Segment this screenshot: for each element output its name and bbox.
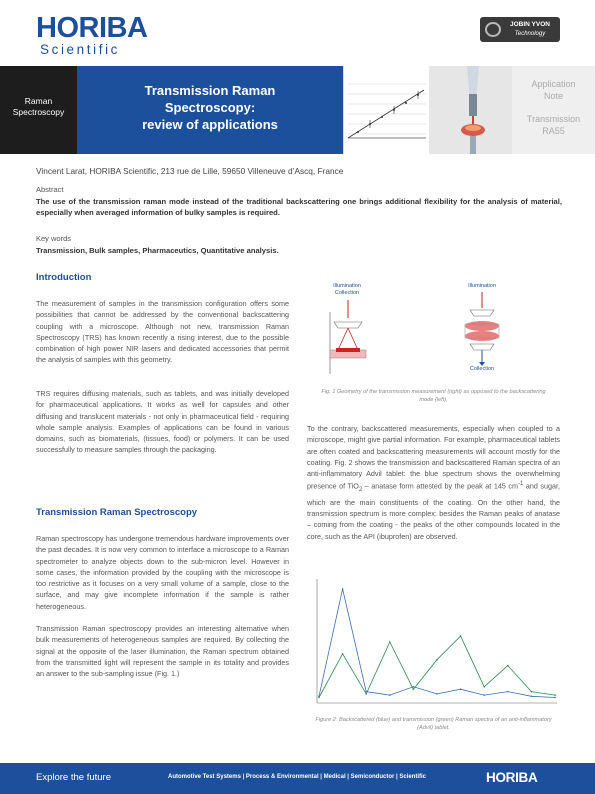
figure-2-caption-line1: Figure 2: Backscattered (blue) and transmission (green) Raman spectra of an anti-inflammatory <box>315 717 552 723</box>
spectrum-line-2 <box>319 636 555 697</box>
horiba-logo <box>36 14 147 57</box>
keywords-text: Transmission, Bulk samples, Pharmaceutics, Quantitative analysis. <box>36 246 279 255</box>
introduction-heading: Introduction <box>36 272 92 283</box>
spectrum-point <box>342 588 344 590</box>
jobin-yvon-line1: JOBIN YVON <box>510 21 550 28</box>
spectrum-point <box>436 693 438 695</box>
note-line2: Note <box>543 91 563 101</box>
spectrum-point <box>389 641 391 643</box>
note-line4: RA55 <box>542 126 565 136</box>
category-line2: Spectroscopy <box>12 107 65 117</box>
introduction-paragraph-1: The measurement of samples in the transmission configuration offers some possibilities that cannot be addressed by the conventional backscattering coupling with a microscope. Although not new, transmission Raman Spectroscopy (TRS) has known recently a rising interest, due to the possible combination of high power NIR lasers and dedicated accessories that permit the analysis of samples with this geometry. <box>36 299 289 365</box>
tio2-subscript: 2 <box>358 487 363 494</box>
trs-heading: Transmission Raman Spectroscopy <box>36 507 198 518</box>
fig1-right-label-top: Illumination <box>468 283 496 289</box>
spectrum-point <box>554 694 556 696</box>
footer-division-links: Automotive Test Systems | Process & Environmental | Medical | Semiconductor | Scientific <box>168 774 427 780</box>
header-band <box>0 66 595 154</box>
logo-main-text: HORIBA <box>36 12 148 44</box>
figure-1-caption <box>307 388 560 404</box>
wavenumber-superscript: -1 <box>517 481 524 488</box>
spectrum-point <box>554 697 556 699</box>
figure-1-caption-line2: mode (left). <box>419 397 448 403</box>
right-paragraph-1-part-b: – anatase form attested by the peak at 145 cm <box>362 481 518 491</box>
jobin-yvon-line2: Technology <box>514 31 546 37</box>
spectrum-point <box>342 653 344 655</box>
title-line3: review of applications <box>142 117 278 132</box>
abstract-label: Abstract <box>36 185 64 194</box>
spectrum-point <box>436 659 438 661</box>
raman-spectra-plot <box>311 575 561 711</box>
spectrum-point <box>365 693 367 695</box>
figure-2-caption <box>307 716 560 732</box>
page-title <box>77 82 343 133</box>
title-panel <box>77 66 343 154</box>
note-line3: Transmission <box>526 114 581 124</box>
spectrum-point <box>531 691 533 693</box>
figure-1-caption-line1: Fig. 1 Geometry of the transmission measurement (right) as opposed to the backscattering <box>321 389 546 395</box>
spectrum-point <box>531 696 533 698</box>
spectrum-point <box>460 635 462 637</box>
trs-paragraph-1: Raman spectroscopy has undergone tremendous hardware improvements over the past decades. It is now very common to interface a microscope to a Raman spectrometer to analyze objects down to the sub-micron level. However in some cases, the information provided by the coupling with the microscope is too restrictive as it focuses on a very small volume of a sample, close to the surface, and may give incomplete information if the sample is rather heterogeneous. <box>36 534 289 611</box>
footer-tagline: Explore the future <box>36 772 111 783</box>
right-paragraph-1 <box>307 423 560 542</box>
jobin-yvon-mark-icon <box>485 22 501 37</box>
fig1-left-label-line1: Illumination <box>333 283 361 289</box>
spectrum-point <box>413 688 415 690</box>
title-line2: Spectroscopy: <box>164 100 256 115</box>
right-paragraph-1-part-a: To the contrary, backscattered measurements, especially when coupled to a microscope, might give partial information. For example, pharmaceutical tablets are often coated and backscattering measurements will account mostly for the coating. Fig. 2 shows the transmission and backscattered Raman spectra of an anti-inflammatory Advil tablet: the blue spectrum shows the overwhelming presence of TiO <box>307 424 560 491</box>
note-line1: Application <box>531 79 576 89</box>
logo-sub-text: Scientific <box>40 42 121 57</box>
title-line1: Transmission Raman <box>144 83 276 98</box>
figure-2-chart <box>311 575 561 711</box>
figure-1 <box>322 278 536 382</box>
header-photo <box>429 66 512 154</box>
fig1-right-label-bottom: Collection <box>469 366 495 372</box>
category-line1: Raman <box>24 96 53 106</box>
application-note-panel <box>512 66 595 154</box>
abstract-text: The use of the transmission raman mode instead of the traditional backscattering one brings additional flexibility for the analysis of material, especially when averaged information of bulky samples is required. <box>36 197 562 217</box>
footer-logo: HORIBA <box>486 770 538 785</box>
header-graph-image <box>343 66 429 154</box>
spectrum-point <box>507 665 509 667</box>
jobin-yvon-badge <box>480 17 560 42</box>
introduction-paragraph-2: TRS requires diffusing materials, such as tablets, and was initially developed for pharmaceutical applications. It works as well for capsules and other diffusing and translucent materials - not only in pharmaceutical field - requiring whole sample analysis. Examples of applications can be found in various domains, such as biomaterials, (tissues, food) or polymers. It can be used successfully to measure samples through the packaging. <box>36 389 289 455</box>
footer-bar <box>0 763 595 794</box>
category-label <box>0 96 77 118</box>
calibration-plot-icon <box>344 66 430 154</box>
right-paragraph-1-part-c: and sugar, which are the main constituents of the coating. On the other hand, the transmission spectrum is more complex: besides the Raman peaks of anatase – coming from the coating - the peaks of the other compounds located in the core, such as the API (ibuprofen) are observed. <box>307 481 560 541</box>
figure-2-caption-line2: (Advil) tablet. <box>417 725 450 731</box>
keywords-label: Key words <box>36 234 72 243</box>
authors-line: Vincent Larat, HORIBA Scientific, 213 rue de Lille, 59650 Villeneuve d’Ascq, France <box>36 166 344 176</box>
spectrum-point <box>483 686 485 688</box>
category-panel <box>0 66 77 154</box>
trs-paragraph-2: Transmission Raman spectroscopy provides an interesting alternative when bulk measurements of heterogeneous samples are required. By collecting the signal at the opposite of the laser illumination, the Raman spectrum obtained from the transmitted light will represent the sample in its totality and provides an answer to the sub-sampling issue (Fig. 1.) <box>36 624 289 679</box>
spectrum-line-1 <box>319 589 555 698</box>
probe-tablet-icon <box>429 66 512 154</box>
fig1-left-label-line2: Collection <box>334 289 360 296</box>
spectrum-point <box>460 688 462 690</box>
spectrum-point <box>318 697 320 699</box>
spectrum-point <box>389 694 391 696</box>
spectrum-point <box>507 691 509 693</box>
fig1-geometry-diagram <box>322 278 536 382</box>
spectrum-point <box>483 694 485 696</box>
